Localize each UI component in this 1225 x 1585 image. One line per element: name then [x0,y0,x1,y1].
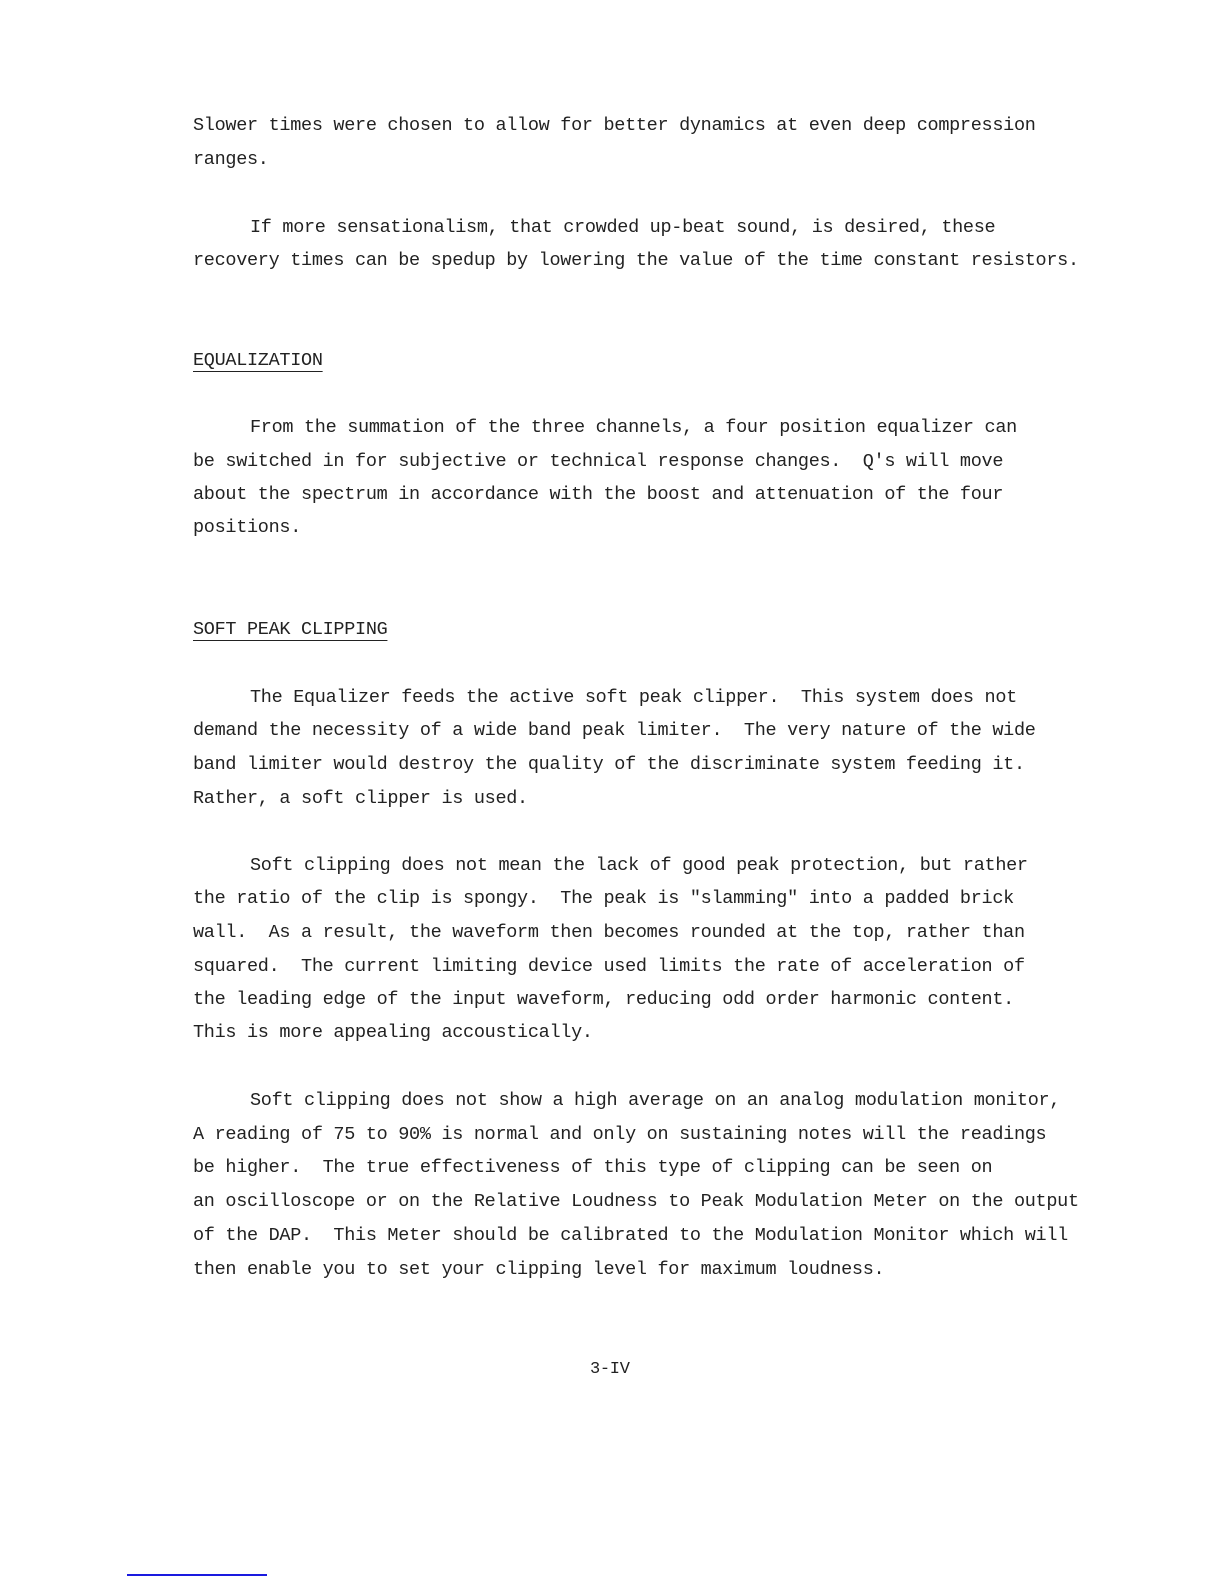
paragraph-line: of the DAP. This Meter should be calibrated to the Modulation Monitor which will [193,1225,1068,1246]
paragraph-line: The Equalizer feeds the active soft peak clipper. This system does not [250,687,1017,708]
paragraph-line: the ratio of the clip is spongy. The peak is "slamming" into a padded brick [193,888,1014,909]
paragraph-line: ranges. [193,149,269,170]
paragraph-line: Rather, a soft clipper is used. [193,788,528,809]
paragraph-line: be switched in for subjective or technical response changes. Q's will move [193,451,1004,472]
paragraph-line: From the summation of the three channels, a four position equalizer can [250,417,1017,438]
paragraph-line: A reading of 75 to 90% is normal and only on sustaining notes will the readings [193,1124,1047,1145]
paragraph-line: Soft clipping does not show a high average on an analog modulation monitor, [250,1090,1061,1111]
paragraph-line: demand the necessity of a wide band peak limiter. The very nature of the wide [193,720,1036,741]
section-heading: SOFT PEAK CLIPPING [193,619,388,640]
paragraph-line: Slower times were chosen to allow for better dynamics at even deep compression [193,115,1036,136]
paragraph-line: the leading edge of the input waveform, reducing odd order harmonic content. [193,989,1014,1010]
paragraph-line: squared. The current limiting device used limits the rate of acceleration of [193,956,1025,977]
paragraph-line: an oscilloscope or on the Relative Loudness to Peak Modulation Meter on the output [193,1191,1079,1212]
paragraph-line: If more sensationalism, that crowded up-beat sound, is desired, these [250,217,996,238]
paragraph-line: Soft clipping does not mean the lack of good peak protection, but rather [250,855,1028,876]
paragraph-line: wall. As a result, the waveform then becomes rounded at the top, rather than [193,922,1025,943]
section-heading: EQUALIZATION [193,350,323,371]
paragraph-line: about the spectrum in accordance with the boost and attenuation of the four [193,484,1004,505]
paragraph-line: positions. [193,517,302,538]
paragraph-line: then enable you to set your clipping level for maximum loudness. [193,1259,885,1280]
page-number: 3-IV [590,1360,630,1379]
paragraph-line: This is more appealing accoustically. [193,1022,593,1043]
paragraph-line: recovery times can be spedup by lowering the value of the time constant resistors. [193,250,1079,271]
link-underline [127,1574,267,1576]
paragraph-line: band limiter would destroy the quality of the discriminate system feeding it. [193,754,1025,775]
paragraph-line: be higher. The true effectiveness of this type of clipping can be seen on [193,1157,993,1178]
